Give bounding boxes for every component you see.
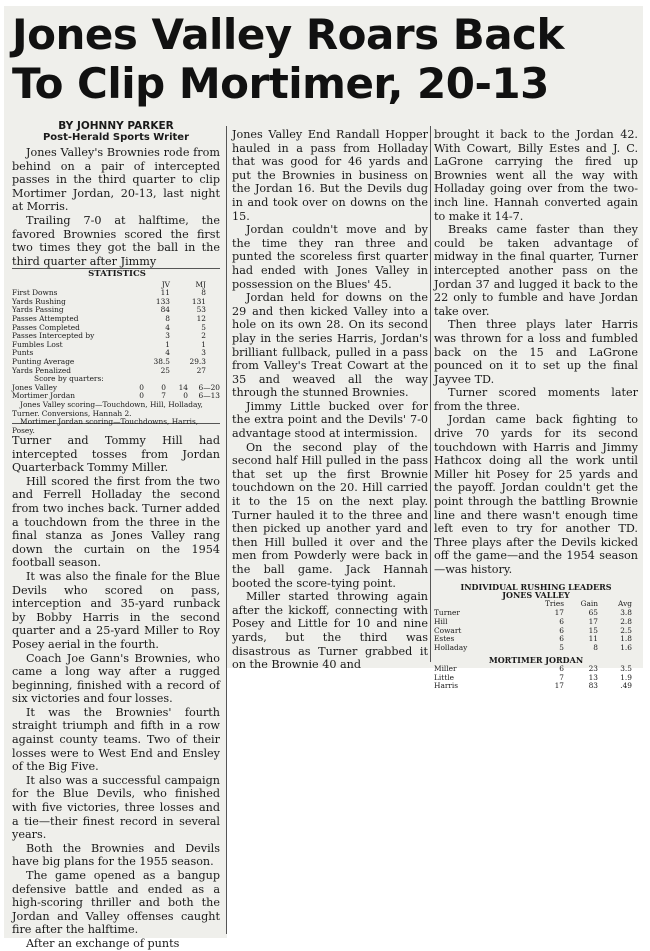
rushing-row bbox=[434, 674, 638, 683]
player-name: Turner bbox=[434, 607, 460, 617]
paragraph: Coach Joe Gann's Brownies, who came a long way after a rugged beginning, finished with a record of six victories and four losses. bbox=[12, 651, 220, 706]
rushing-team-1: JONES VALLEY bbox=[502, 590, 570, 601]
header-tries: Tries bbox=[545, 599, 564, 609]
stat-mj: 8 bbox=[201, 288, 206, 298]
paragraph: Miller started throwing again after the kickoff, connecting with Posey and Little for 10 and nine yards, but the third was disastrous as Turner grabbed it on the Brownie 40 and bbox=[232, 590, 428, 672]
gain: 13 bbox=[588, 672, 598, 682]
tries: 17 bbox=[554, 607, 564, 617]
avg: 1.8 bbox=[620, 634, 632, 644]
gain: 83 bbox=[588, 681, 598, 691]
headline-line-2: To Clip Mortimer, 20-13 bbox=[12, 59, 549, 108]
rushing-title: INDIVIDUAL RUSHING LEADERS bbox=[460, 581, 612, 592]
stat-label: Passes Attempted bbox=[12, 313, 79, 323]
avg: 2.5 bbox=[620, 625, 632, 635]
player-name: Cowart bbox=[434, 625, 462, 635]
stat-mj: 27 bbox=[196, 365, 206, 375]
rushing-team-2: MORTIMER JORDAN bbox=[488, 654, 584, 665]
stat-jv: 4 bbox=[165, 348, 170, 358]
gain: 11 bbox=[588, 634, 598, 644]
paragraph: It was the Brownies' fourth straight triumph and fifth in a row against county teams. Two of their losses were to West End and Ensley of the Big Five. bbox=[12, 705, 220, 774]
quarter-score: 0 bbox=[139, 382, 144, 392]
player-name: Holladay bbox=[434, 643, 468, 653]
stat-mj: 5 bbox=[201, 322, 206, 332]
rushing-row bbox=[434, 665, 638, 674]
paragraph: The game opened as a bangup defensive battle and ended as a high-scoring thriller and both the Jordan and Valley offenses caught fire after the halftime. bbox=[12, 869, 220, 937]
player-name: Estes bbox=[434, 634, 455, 644]
paragraph: Breaks came faster than they could be taken advantage of midway in the final quarter, Turner intercepted another pass on the Jordan 37 and lugged it back to the 22 only to fumble and have Jordan take over. bbox=[434, 223, 638, 318]
player-name: Harris bbox=[434, 681, 459, 691]
tries: 17 bbox=[554, 681, 564, 691]
stat-jv: 84 bbox=[160, 305, 170, 315]
stat-label: Passes Completed bbox=[12, 322, 80, 332]
quarters-label: Score by quarters: bbox=[34, 374, 104, 384]
stat-label: First Downs bbox=[12, 288, 58, 298]
gain: 23 bbox=[588, 663, 598, 673]
avg: 1.6 bbox=[620, 643, 632, 653]
stat-jv: 4 bbox=[165, 322, 170, 332]
header-gain: Gain bbox=[580, 599, 598, 609]
headline bbox=[12, 10, 632, 108]
rushing-row bbox=[434, 627, 638, 636]
stat-label: Punts bbox=[12, 348, 34, 358]
paragraph: Both the Brownies and Devils have big plans for the 1955 season. bbox=[12, 841, 220, 869]
stat-jv: 133 bbox=[155, 296, 170, 306]
quarter-score: 6—13 bbox=[198, 391, 220, 401]
stat-mj: 2 bbox=[201, 331, 206, 341]
avg: 3.5 bbox=[620, 663, 632, 673]
avg: 3.8 bbox=[620, 607, 632, 617]
paragraph: It was also the finale for the Blue Devils who scored on pass, interception and 35-yard runback by Bobby Harris in the second quarter and a 25-yard Miller to Roy Posey aerial in the fourth. bbox=[12, 569, 220, 651]
header-avg: Avg bbox=[618, 599, 632, 609]
gain: 17 bbox=[588, 616, 598, 626]
quarter-score: 0 bbox=[139, 391, 144, 401]
paragraph: Then three plays later Harris was thrown for a loss and fumbled back on the 15 and LaGrone pounced on it to set up the final Jayvee TD. bbox=[434, 318, 638, 386]
quarters-team: Mortimer Jordan bbox=[12, 391, 75, 401]
article-column-3 bbox=[434, 128, 638, 691]
stat-jv: 1 bbox=[165, 339, 170, 349]
paragraph: Turner and Tommy Hill had intercepted tosses from Jordan Quarterback Tommy Miller. bbox=[12, 434, 220, 475]
stats-row bbox=[12, 341, 222, 350]
paragraph: Jordan couldn't move and by the time they ran three and punted the scoreless first quarter had ended with Jones Valley in possession on the Blues' 45. bbox=[232, 223, 428, 291]
paragraph: It also was a successful campaign for the Blue Devils, who finished with five victories, three losses and a tie—their finest record in several years. bbox=[12, 773, 220, 842]
article-column-2 bbox=[232, 128, 428, 672]
headline-line-1: Jones Valley Roars Back bbox=[12, 10, 564, 59]
statistics-title: STATISTICS bbox=[88, 269, 146, 279]
paragraph: Jimmy Little bucked over for the extra point and the Devils' 7-0 advantage stood at intermission. bbox=[232, 399, 428, 441]
scoring-note: Jones Valley scoring—Touchdown, Hill, Holladay, Turner. Conversions, Hannah 2. bbox=[12, 399, 203, 418]
header-jv: JV bbox=[161, 279, 170, 289]
tries: 6 bbox=[559, 625, 564, 635]
stat-mj: 131 bbox=[191, 296, 206, 306]
paragraph: Jones Valley End Randall Hopper hauled in a pass from Holladay that was good for 46 yards and put the Brownies in business on the Jordan 16. But the Devils dug in and took over on downs on the 15. bbox=[232, 128, 428, 223]
stat-label: Yards Penalized bbox=[12, 365, 72, 375]
player-name: Hill bbox=[434, 616, 448, 626]
tries: 6 bbox=[559, 634, 564, 644]
quarter-score: 0 bbox=[161, 382, 166, 392]
stat-mj: 29.3 bbox=[189, 356, 206, 366]
stat-jv: 3 bbox=[165, 331, 170, 341]
statistics-box bbox=[12, 270, 222, 435]
column-rule bbox=[430, 126, 431, 662]
rushing-row bbox=[434, 609, 638, 618]
quarter-score: 6—20 bbox=[198, 382, 220, 392]
paragraph: Turner scored moments later from the three. bbox=[434, 386, 638, 413]
paragraph: On the second play of the second half Hill pulled in the pass that set up the first Brownie touchdown on the 20. Hill carried it to the 15 on the next play. Turner hauled it to the three and then picked up another yard and then Hill bulled it over and the men from Powderly were back in the ball game. Jack Hannah booted the score-tying point. bbox=[232, 440, 428, 590]
paragraph: Hill scored the first from the two and Ferrell Holladay the second from two inches back. Turner added a touchdown from the three in the final stanza as Jones Valley rang down the curtain on the 1954 football season. bbox=[12, 474, 220, 570]
byline-author: BY JOHNNY PARKER bbox=[58, 120, 174, 132]
rushing-row bbox=[434, 644, 638, 653]
article-column-1-bottom bbox=[12, 434, 220, 951]
stat-jv: 25 bbox=[160, 365, 170, 375]
stat-label: Yards Passing bbox=[12, 305, 64, 315]
stat-label: Fumbles Lost bbox=[12, 339, 63, 349]
stat-mj: 53 bbox=[196, 305, 206, 315]
stat-mj: 12 bbox=[196, 313, 206, 323]
tries: 5 bbox=[559, 643, 564, 653]
avg: 1.9 bbox=[620, 672, 632, 682]
tries: 7 bbox=[559, 672, 564, 682]
stat-jv: 11 bbox=[160, 288, 170, 298]
column-rule bbox=[226, 126, 227, 668]
rushing-leaders-box bbox=[434, 583, 638, 692]
stat-label: Passes Intercepted by bbox=[12, 331, 95, 341]
column-rule bbox=[226, 668, 227, 934]
header-mj: MJ bbox=[195, 279, 206, 289]
avg: .49 bbox=[620, 681, 632, 691]
player-name: Miller bbox=[434, 663, 457, 673]
stat-jv: 8 bbox=[165, 313, 170, 323]
quarter-score: 0 bbox=[183, 391, 188, 401]
gain: 65 bbox=[588, 607, 598, 617]
gain: 8 bbox=[593, 643, 598, 653]
byline-role: Post-Herald Sports Writer bbox=[42, 132, 190, 143]
paragraph: Jordan came back fighting to drive 70 yards for its second touchdown with Harris and Jimmy Hathcox doing all the work until Miller hit Posey for 25 yards and the payoff. Jordan couldn't get the point through the battling Brownie line and there wasn't enough time left even to try for another TD. Three plays after the Devils kicked off the game—and the 1954 season—was history. bbox=[434, 413, 638, 576]
paragraph: brought it back to the Jordan 42. With Cowart, Billy Estes and J. C. LaGrone carrying the fired up Brownies went all the way with Holladay going over from the two-inch line. Hannah converted again to make it 14-7. bbox=[434, 128, 638, 223]
stat-label: Punting Average bbox=[12, 356, 75, 366]
stat-mj: 3 bbox=[201, 348, 206, 358]
scoring-note: Mortimer Jordan scoring—Touchdowns, Harris, Posey. bbox=[12, 417, 199, 435]
stat-jv: 38.5 bbox=[153, 356, 170, 366]
stat-mj: 1 bbox=[201, 339, 206, 349]
quarter-score: 14 bbox=[178, 382, 188, 392]
article-column-1-top bbox=[12, 120, 220, 268]
paragraph: Jones Valley's Brownies rode from behind on a pair of intercepted passes in the third quarter to clip Mortimer Jordan, 20-13, last night at Morris. bbox=[12, 146, 220, 214]
rushing-header bbox=[434, 600, 638, 609]
rushing-row bbox=[434, 682, 638, 691]
player-name: Little bbox=[434, 672, 454, 682]
quarters-team: Jones Valley bbox=[12, 382, 58, 392]
paragraph: Jordan held for downs on the 29 and then kicked Valley into a hole on its own 28. On its second play in the series Harris, Jordan's brilliant fullback, pulled in a pass from Valley's Treat Cowart at the 35 and weaved all the way through the stunned Brownies. bbox=[232, 291, 428, 400]
avg: 2.8 bbox=[620, 616, 632, 626]
tries: 6 bbox=[559, 663, 564, 673]
stat-label: Yards Rushing bbox=[12, 296, 66, 306]
paragraph: Trailing 7-0 at halftime, the favored Brownies scored the first two times they got the ball in the third quarter after Jimmy bbox=[12, 213, 220, 268]
rushing-row bbox=[434, 618, 638, 627]
quarter-score: 7 bbox=[161, 391, 166, 401]
paragraph: After an exchange of punts bbox=[26, 936, 180, 950]
gain: 15 bbox=[588, 625, 598, 635]
tries: 6 bbox=[559, 616, 564, 626]
